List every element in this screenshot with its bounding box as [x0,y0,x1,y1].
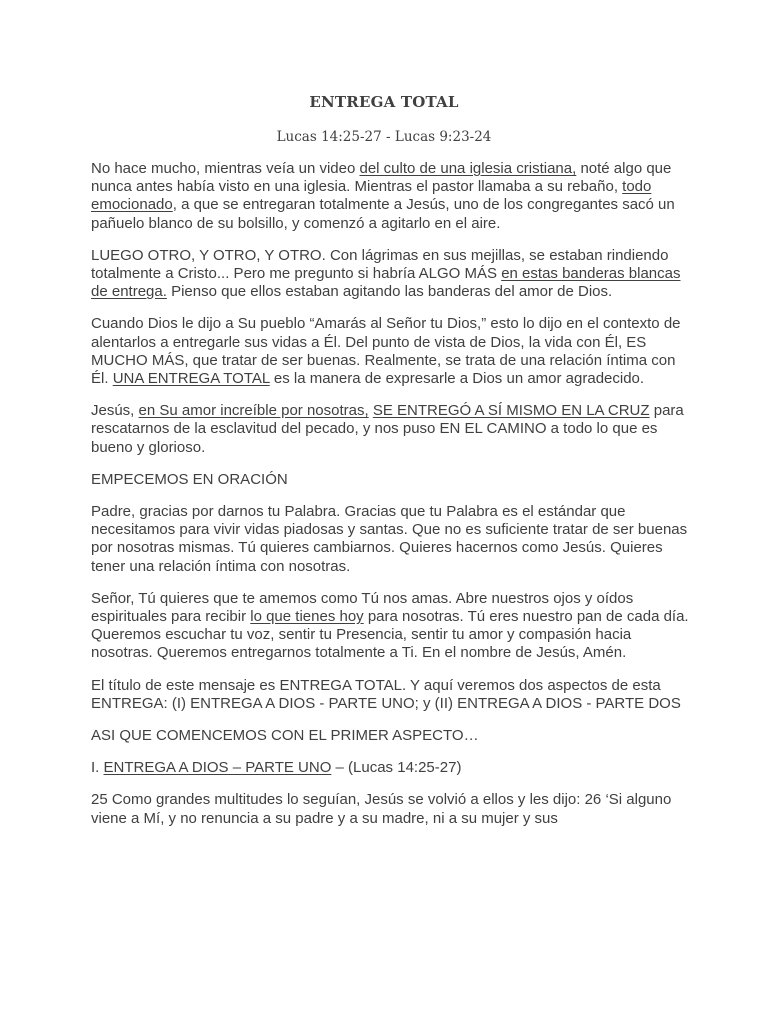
underlined-link[interactable]: del culto de una iglesia cristiana, [359,160,577,177]
underlined-link[interactable]: en estas banderas blancas de entrega. [91,265,681,301]
paragraph-3 [91,315,691,388]
paragraph-10 [91,759,691,777]
paragraph-2 [91,247,691,302]
underlined-link[interactable]: UNA ENTREGA TOTAL [112,370,270,388]
text-run: Pienso que ellos estaban agitando las banderas del amor de Dios. [166,283,613,301]
underlined-link[interactable]: SE ENTREGÓ A SÍ MISMO EN LA CRUZ [372,402,650,420]
underlined-link[interactable]: ENTREGA A DIOS – PARTE UNO [103,759,332,777]
paragraph-11: 25 Como grandes multitudes lo seguían, Jesús se volvió a ellos y les dijo: 26 ‘Si alguno viene a Mí, y no renuncia a su padre y a su madre, ni a su mujer y sus [91,791,672,827]
paragraph-6: Padre, gracias por darnos tu Palabra. Gracias que tu Palabra es el estándar que necesitamos para vivir vidas piadosas y santas. Que no es suficiente tratar de ser buenas por nosotras mismas. Tú quieres cambiarnos. Quieres hacernos como Jesús. Quieres tener una relación íntima con nosotras. [91,503,688,575]
text-run: para nosotras. Tú eres nuestro pan de cada día. Queremos escuchar tu voz, sentir tu Presencia, sentir tu amor y compasión hacia nosotras. Queremos entregarnos totalmente a Ti. En el nombre de Jesús, Amén. [91,608,689,662]
paragraph-9: ASI QUE COMENCEMOS CON EL PRIMER ASPECTO… [91,727,479,745]
text-run: Jesús, [91,402,139,420]
text-run: es la manera de expresarle a Dios un amor agradecido. [269,370,645,388]
text-run: para rescatarnos de la esclavitud del pecado, y nos puso EN EL CAMINO a todo lo que es bueno y glorioso. [91,402,684,456]
text-run: , a que se entregaran totalmente a Jesús, uno de los congregantes sacó un pañuelo blanco de su bolsillo, y comenzó a agitarlo en el aire. [91,196,675,232]
underlined-link[interactable]: lo que tienes hoy [250,608,364,626]
underlined-link[interactable]: en Su amor increíble por nosotras, [138,402,369,420]
paragraph-4 [91,402,691,457]
text-run: Cuando Dios le dijo a Su pueblo “Amarás al Señor tu Dios,” esto lo dijo en el contexto de alentarlos a entregarle sus vidas a Él. Del punto de vista de Dios, la vida con Él, ES MUCHO MÁS, que tratar de ser buenas. Realmente, se trata de una relación íntima con Él. [91,315,681,388]
underlined-link[interactable]: todo emocionado [91,178,652,214]
document-body [91,160,691,842]
text-run: – (Lucas 14:25-27) [331,759,462,777]
text-run: I. [91,759,104,777]
text-run: No hace mucho, mientras veía un video [91,160,360,177]
text-run: noté algo que nunca antes había visto en una iglesia. Mientras el pastor llamaba a su rebaño, [91,160,672,196]
paragraph-7 [91,590,691,663]
paragraph-5: EMPECEMOS EN ORACIÓN [91,470,288,488]
document-title: ENTREGA TOTAL [309,93,459,111]
paragraph-8: El título de este mensaje es ENTREGA TOTAL. Y aquí veremos dos aspectos de esta ENTREGA: (I) ENTREGA A DIOS - PARTE UNO; y (II) ENTREGA A DIOS - PARTE DOS [91,676,681,712]
text-run: Señor, Tú quieres que te amemos como Tú nos amas. Abre nuestros ojos y oídos espirituales para recibir [91,589,634,626]
text-run: LUEGO OTRO, Y OTRO, Y OTRO. Con lágrimas en sus mejillas, se estaban rindiendo totalmente a Cristo... Pero me pregunto si habría ALGO MÁS [91,246,669,283]
paragraph-1 [91,160,691,233]
document-subtitle: Lucas 14:25-27 - Lucas 9:23-24 [276,129,492,145]
